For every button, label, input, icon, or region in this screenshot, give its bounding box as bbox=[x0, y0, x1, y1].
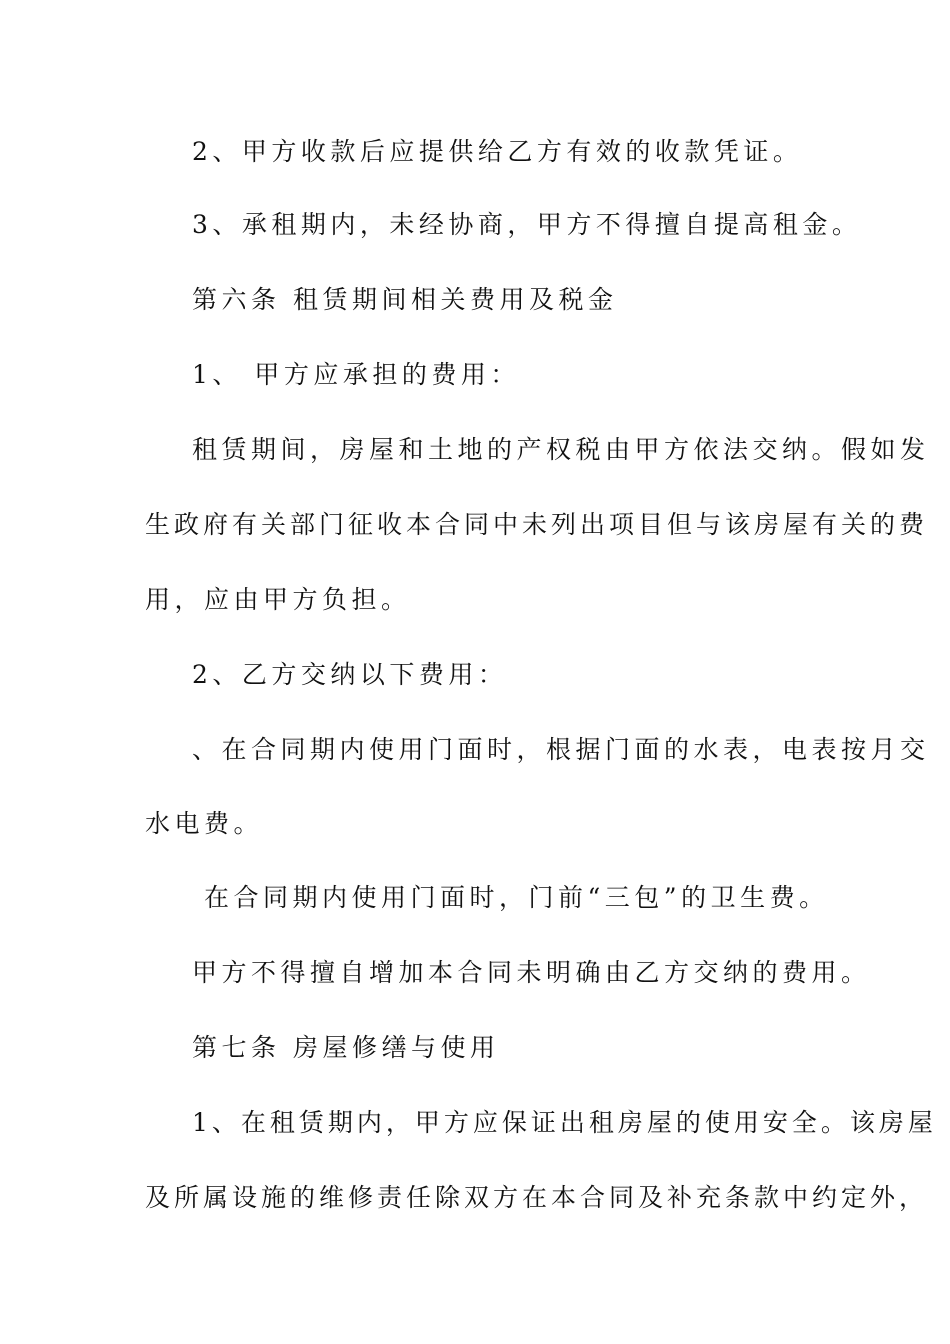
section-heading-6: 第六条 租赁期间相关费用及税金 bbox=[192, 285, 618, 314]
paragraph-line-11: 在合同期内使用门面时，门前“三包”的卫生费。 bbox=[204, 883, 829, 912]
paragraph-line-1: 2、甲方收款后应提供给乙方有效的收款凭证。 bbox=[192, 137, 803, 166]
paragraph-line-6: 生政府有关部门征收本合同中未列出项目但与该房屋有关的费 bbox=[145, 510, 929, 539]
paragraph-line-7: 用，应由甲方负担。 bbox=[145, 585, 411, 614]
paragraph-line-5: 租赁期间，房屋和土地的产权税由甲方依法交纳。假如发 bbox=[192, 435, 930, 464]
paragraph-line-14: 1、在租赁期内，甲方应保证出租房屋的使用安全。该房屋 bbox=[192, 1108, 937, 1137]
paragraph-line-12: 甲方不得擅自增加本合同未明确由乙方交纳的费用。 bbox=[192, 958, 871, 987]
paragraph-line-10: 水电费。 bbox=[145, 809, 264, 838]
paragraph-line-9: 、在合同期内使用门面时，根据门面的水表，电表按月交 bbox=[192, 735, 930, 764]
paragraph-line-2: 3、承租期内，未经协商，甲方不得擅自提高租金。 bbox=[192, 210, 862, 239]
paragraph-line-15: 及所属设施的维修责任除双方在本合同及补充条款中约定外， bbox=[145, 1183, 929, 1212]
paragraph-line-8: 2、乙方交纳以下费用： bbox=[192, 660, 508, 689]
paragraph-line-4: 1、 甲方应承担的费用： bbox=[192, 360, 520, 389]
section-heading-7: 第七条 房屋修缮与使用 bbox=[192, 1033, 500, 1062]
